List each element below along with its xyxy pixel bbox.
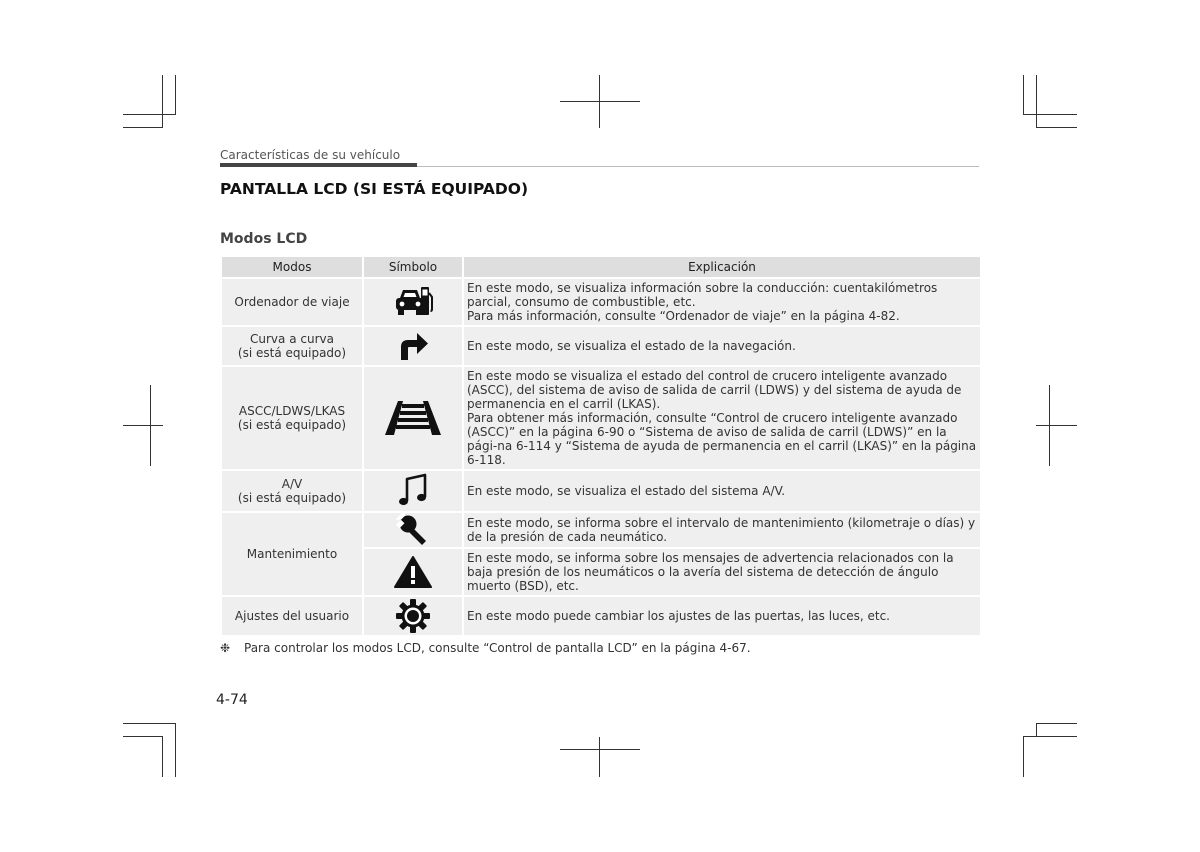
footnote [220, 641, 751, 655]
lane-assist-icon [383, 399, 443, 437]
explanation-cell: En este modo puede cambiar los ajustes de las puertas, las luces, etc. [463, 596, 981, 636]
table-row [221, 596, 981, 636]
section-subtitle: Modos LCD [220, 231, 308, 247]
table-row [221, 326, 981, 366]
mode-cell: Ordenador de viaje [221, 278, 363, 326]
column-header-symbol: Símbolo [363, 256, 463, 278]
column-header-explanation: Explicación [463, 256, 981, 278]
mode-cell: A/V (si está equipado) [221, 470, 363, 512]
explanation-cell: En este modo, se visualiza el estado del sistema A/V. [463, 470, 981, 512]
wrench-icon [396, 513, 430, 547]
turn-arrow-icon [395, 330, 431, 362]
section-header: Características de su vehículo [220, 148, 401, 162]
music-note-icon [397, 473, 429, 509]
mode-cell: ASCC/LDWS/LKAS (si está equipado) [221, 366, 363, 470]
explanation-cell: En este modo, se informa sobre el intervalo de mantenimiento (kilometraje o días) y de la presión de cada neumático. [463, 512, 981, 548]
mode-cell: Ajustes del usuario [221, 596, 363, 636]
explanation-cell: En este modo se visualiza el estado del control de crucero inteligente avanzado (ASCC), del sistema de aviso de salida de carril (LDWS) y del sistema de ayuda de permanencia en el carril (LKAS). Para obtener más información, consulte “Control de crucero inteligente avanzado (ASCC)” en la página 6-90 o “Sistema de aviso de salida de carril (LDWS)” en la pági-na 6-114 y “Sistema de ayuda de permanencia en el carril (LKAS)” en la página 6-118. [463, 366, 981, 470]
header-rule [417, 166, 979, 167]
warning-triangle-icon [394, 555, 432, 589]
trip-computer-icon [391, 284, 435, 320]
column-header-modes: Modos [221, 256, 363, 278]
table-row [221, 512, 981, 548]
explanation-cell: En este modo, se visualiza el estado de la navegación. [463, 326, 981, 366]
footnote-text: Para controlar los modos LCD, consulte “Control de pantalla LCD” en la página 4-67. [244, 641, 751, 655]
table-row [221, 366, 981, 470]
table-row [221, 278, 981, 326]
mode-cell: Mantenimiento [221, 512, 363, 596]
explanation-cell: En este modo, se informa sobre los mensajes de advertencia relacionados con la baja presión de los neumáticos o la avería del sistema de detección de ángulo muerto (BSD), etc. [463, 548, 981, 596]
table-row [221, 470, 981, 512]
explanation-cell: En este modo, se visualiza información sobre la conducción: cuentakilómetros parcial, consumo de combustible, etc. Para más información, consulte “Ordenador de viaje” en la página 4-82. [463, 278, 981, 326]
footnote-mark: ❉ [220, 641, 231, 655]
page-title: PANTALLA LCD (SI ESTÁ EQUIPADO) [220, 180, 529, 198]
table-header-row [221, 256, 981, 278]
gear-icon [395, 598, 431, 634]
page-number: 4-74 [216, 692, 248, 708]
header-bar [220, 163, 417, 167]
mode-cell: Curva a curva (si está equipado) [221, 326, 363, 366]
lcd-modes-table [220, 255, 982, 637]
